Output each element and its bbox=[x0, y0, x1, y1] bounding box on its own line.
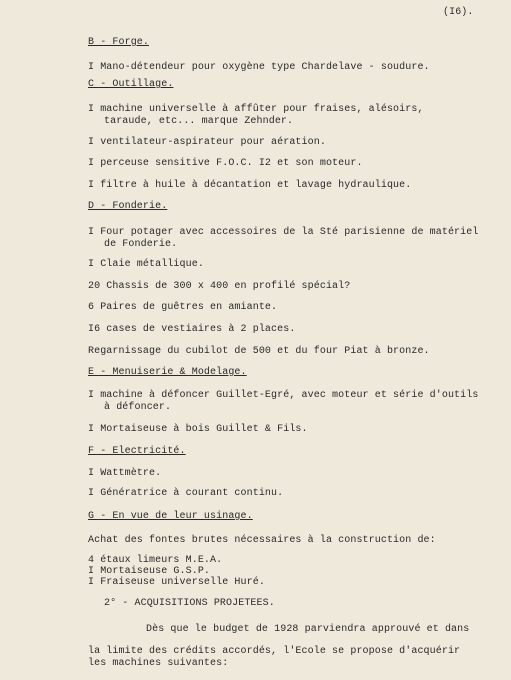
item-line: I perceuse sensitive F.O.C. I2 et son moteur. bbox=[88, 158, 363, 169]
item-line: I Mortaiseuse G.S.P. bbox=[88, 566, 211, 577]
item-line: I Mano-détendeur pour oxygène type Chardelave - soudure. bbox=[88, 62, 430, 73]
section-heading-forge: B - Forge. bbox=[88, 37, 150, 48]
item-line-continued: taraude, etc... marque Zehnder. bbox=[104, 116, 294, 127]
paragraph-line: la limite des crédits accordés, l'Ecole se propose d'acquérir bbox=[88, 646, 461, 657]
item-line-continued: de Fonderie. bbox=[104, 239, 178, 250]
item-line-continued: à défoncer. bbox=[104, 402, 172, 413]
item-line: Achat des fontes brutes nécessaires à la construction de: bbox=[88, 535, 436, 546]
item-line: I filtre à huile à décantation et lavage hydraulique. bbox=[88, 180, 412, 191]
item-line: Regarnissage du cubilot de 500 et du four Piat à bronze. bbox=[88, 346, 430, 357]
item-line: I Fraiseuse universelle Huré. bbox=[88, 577, 265, 588]
item-line: I ventilateur-aspirateur pour aération. bbox=[88, 137, 326, 148]
item-line: 6 Paires de guêtres en amiante. bbox=[88, 302, 278, 313]
page-number: (I6). bbox=[443, 7, 474, 18]
item-line: I Wattmètre. bbox=[88, 468, 162, 479]
paragraph-line: Dès que le budget de 1928 parviendra approuvé et dans bbox=[146, 624, 470, 635]
item-line: 4 étaux limeurs M.E.A. bbox=[88, 555, 223, 566]
item-line: I machine à défoncer Guillet-Egré, avec moteur et série d'outils bbox=[88, 390, 479, 401]
item-line: I machine universelle à affûter pour fraises, alésoirs, bbox=[88, 104, 424, 115]
item-line: I Claie métallique. bbox=[88, 259, 204, 270]
section-heading-menuiserie: E - Menuiserie & Modelage. bbox=[88, 367, 247, 378]
paragraph-line: les machines suivantes: bbox=[88, 658, 229, 669]
item-line: 20 Chassis de 300 x 400 en profilé spécial? bbox=[88, 281, 351, 292]
section-heading-usinage: G - En vue de leur usinage. bbox=[88, 511, 253, 522]
section-heading-acquisitions: 2° - ACQUISITIONS PROJETEES. bbox=[104, 598, 275, 609]
item-line: I Four potager avec accessoires de la Sté parisienne de matériel bbox=[88, 227, 479, 238]
section-heading-fonderie: D - Fonderie. bbox=[88, 201, 168, 212]
section-heading-outillage: C - Outillage. bbox=[88, 79, 174, 90]
item-line: I6 cases de vestiaires à 2 places. bbox=[88, 324, 296, 335]
section-heading-electricite: F - Electricité. bbox=[88, 446, 186, 457]
item-line: I Mortaiseuse à bois Guillet & Fils. bbox=[88, 424, 308, 435]
item-line: I Génératrice à courant continu. bbox=[88, 488, 284, 499]
